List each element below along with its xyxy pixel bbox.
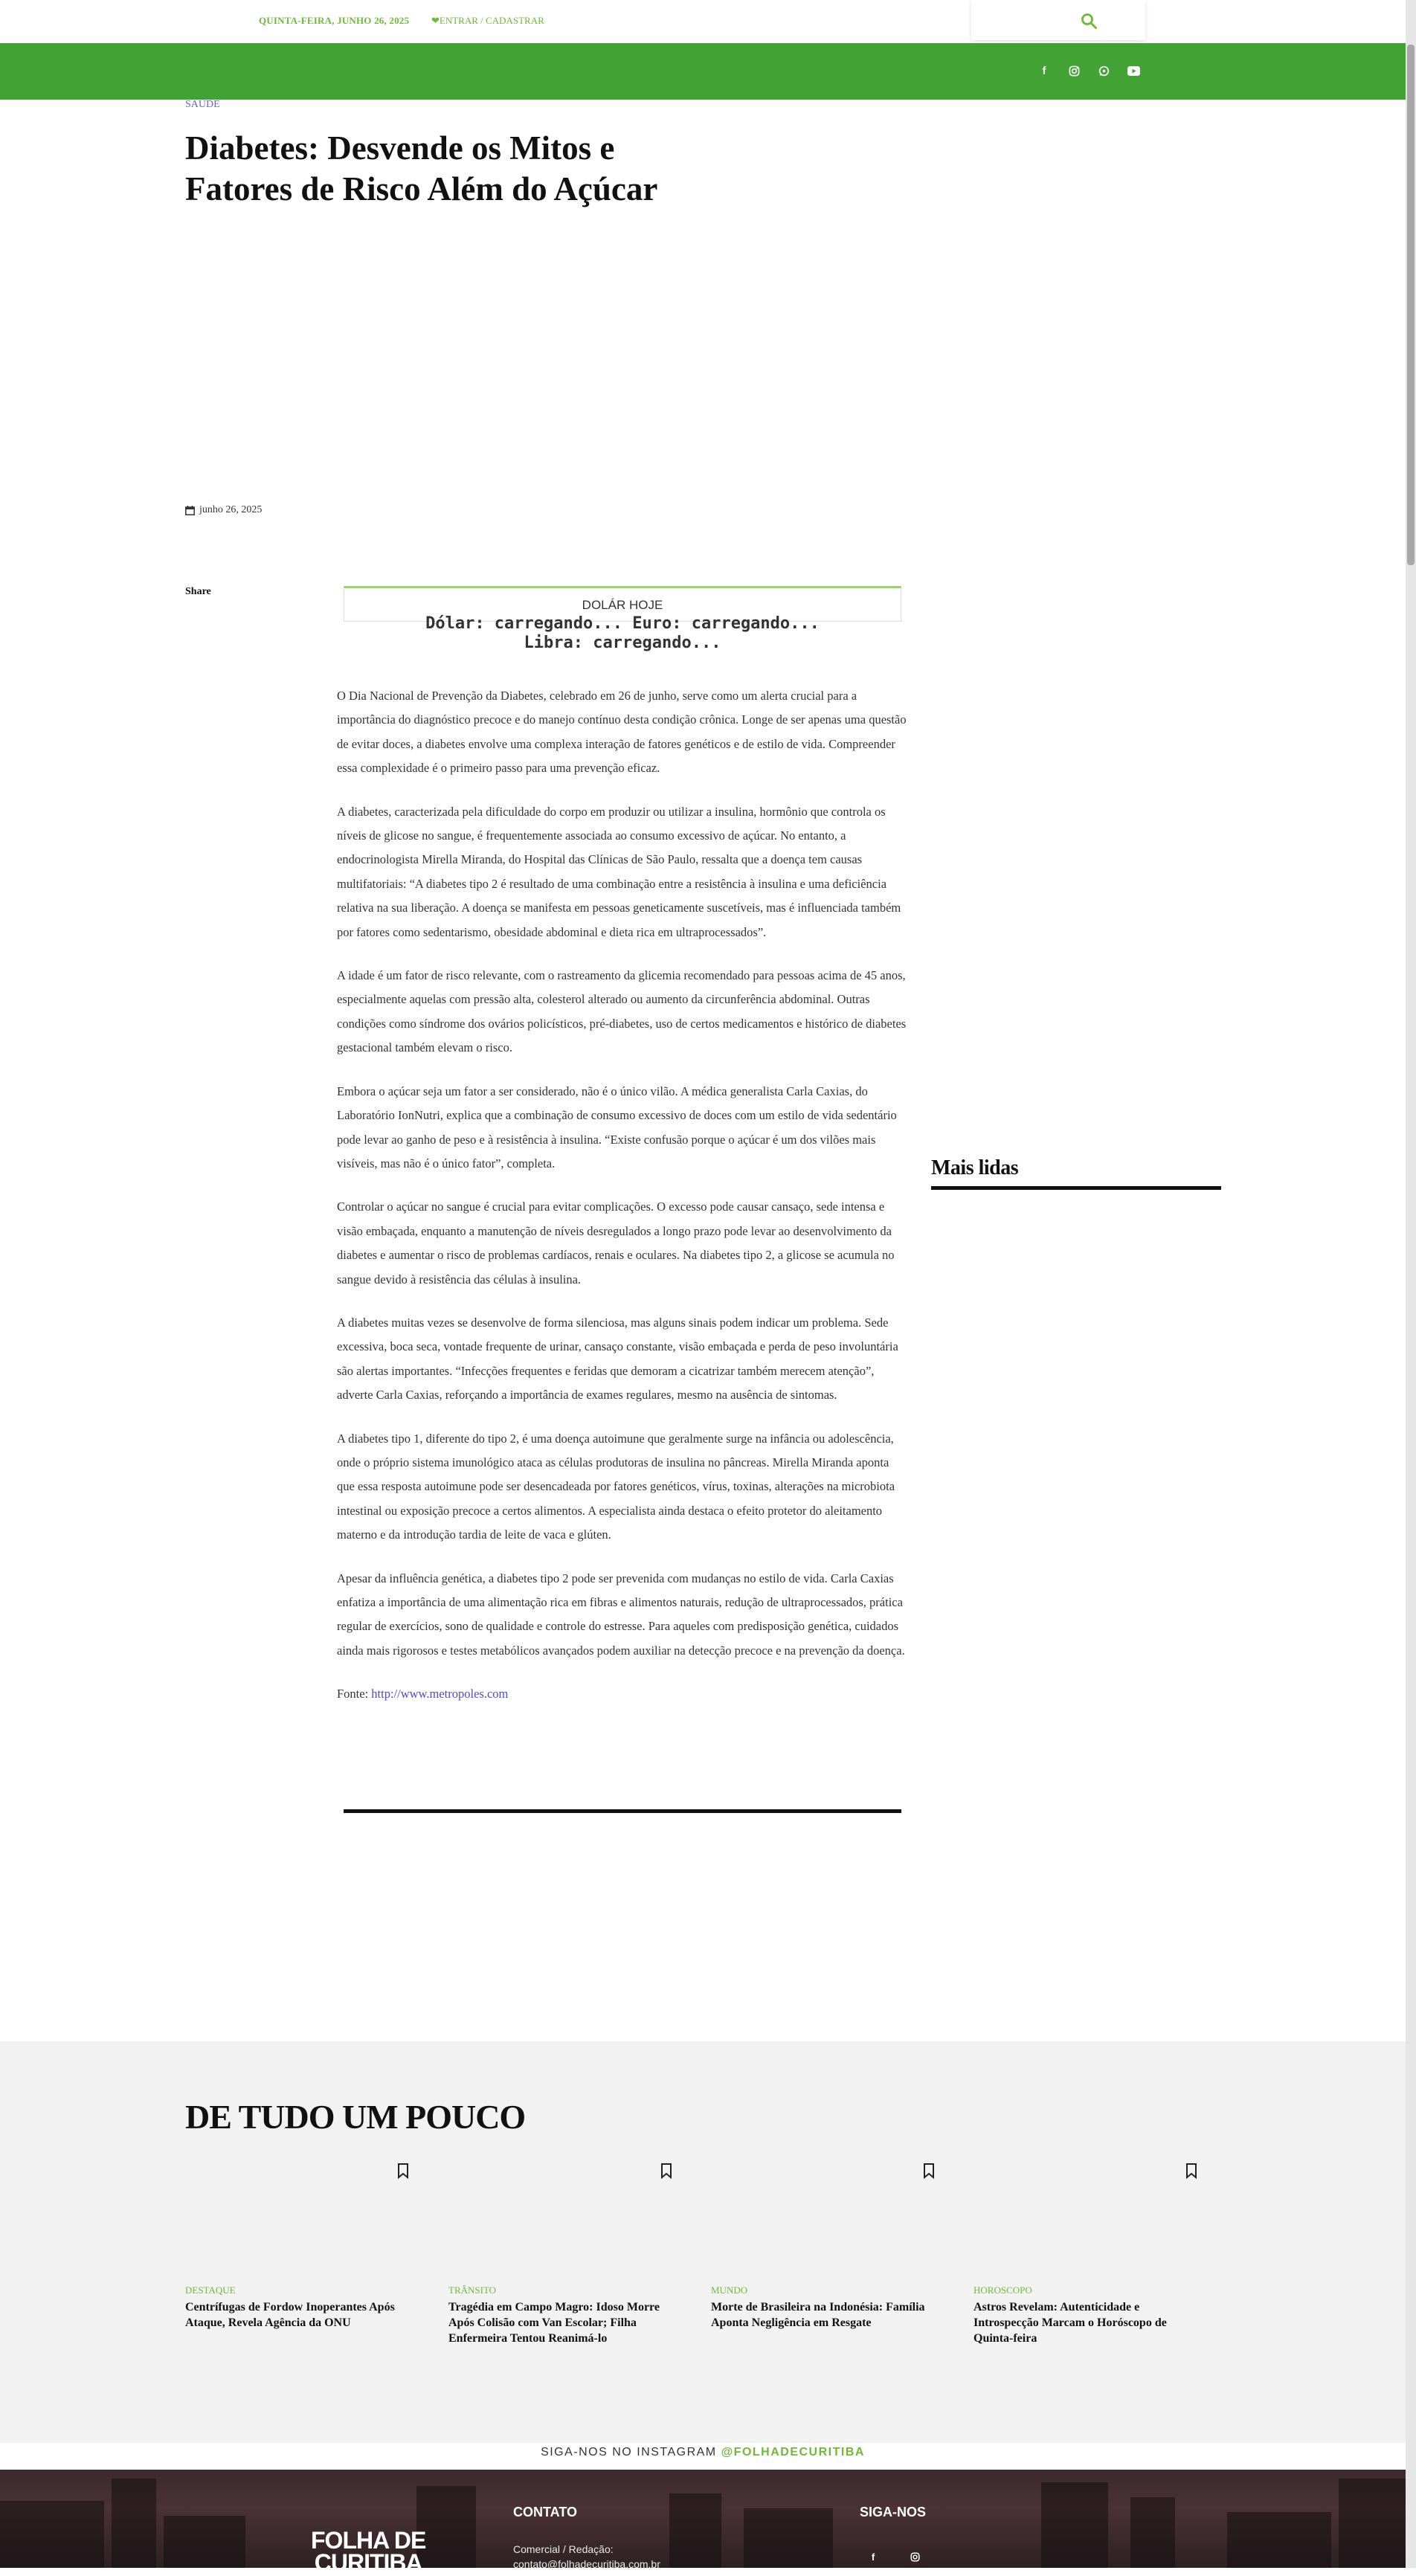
bookmark-icon[interactable] — [1185, 2163, 1198, 2179]
login-label: ENTRAR / CADASTRAR — [439, 15, 544, 26]
article-paragraph: O Dia Nacional de Prevenção da Diabetes, celebrado em 26 de junho, serve como um alerta crucial para a importância do diagnóstico precoce e do manejo contínuo desta condição crônica. Longe de ser apenas uma questão de evitar doces, a diabetes envolve uma complexa interação de fatores genéticos e de estilo de vida. Compreender essa complexidade é o primeiro passo para uma prevenção eficaz. — [337, 689, 907, 776]
news-card[interactable] — [448, 2157, 679, 2346]
instagram-strip[interactable] — [0, 2443, 1406, 2470]
article-body — [337, 684, 907, 1726]
related-section-title: DE TUDO UM POUCO — [185, 2098, 526, 2136]
most-read-divider — [931, 1186, 1221, 1190]
news-card[interactable] — [974, 2157, 1204, 2346]
footer-contact-title: CONTATO — [513, 2505, 577, 2519]
source-link[interactable]: http://www.metropoles.com — [371, 1687, 509, 1701]
main-navbar — [0, 43, 1406, 100]
card-image[interactable] — [448, 2157, 679, 2283]
login-link[interactable] — [431, 15, 544, 27]
footer-facebook-icon[interactable]: f — [871, 2551, 875, 2563]
calendar-icon — [185, 506, 195, 515]
currency-rates-line2: Libra: carregando... — [524, 634, 721, 652]
article-paragraph: Apesar da influência genética, a diabetes tipo 2 pode ser prevenida com mudanças no estilo de vida. Carla Caxias enfatiza a importância de uma alimentação rica em fibras e alimentos naturais, redução de ultraprocessados, prática regular de exercícios, sono de qualidade e controle do estresse. Para aqueles com predisposição genética, cuidados ainda mais rigorosos e testes metabólicos avançados podem auxiliar na detecção precoce e na prevenção da doença. — [337, 1571, 905, 1658]
article-end-divider — [344, 1809, 901, 1813]
footer-contact-email[interactable]: contato@folhadecuritiba.com.br — [513, 2558, 660, 2570]
footer-contact-text — [513, 2542, 660, 2572]
top-bar — [0, 0, 1406, 43]
whatsapp-icon[interactable] — [1095, 62, 1112, 79]
bookmark-icon[interactable] — [660, 2163, 673, 2179]
facebook-icon[interactable]: f — [1042, 64, 1046, 77]
instagram-handle[interactable]: @FOLHADECURITIBA — [721, 2446, 865, 2459]
news-card[interactable] — [711, 2157, 942, 2331]
heart-icon: ❤ — [431, 15, 440, 26]
card-title[interactable]: Tragédia em Campo Magro: Idoso Morre Após Colisão com Van Escolar; Filha Enfermeira Tentou Reanimá-lo — [448, 2301, 660, 2345]
article-title: Diabetes: Desvende os Mitos e Fatores de Risco Além do Açúcar — [185, 129, 658, 207]
article-category[interactable]: SAÚDE — [185, 99, 220, 110]
article-paragraph: Controlar o açúcar no sangue é crucial para evitar complicações. O excesso pode causar cansaço, sede intensa e visão embaçada, enquanto a manutenção de níveis desregulados a longo prazo pode levar ao desenvolvimento da diabetes e aumentar o risco de problemas cardíacos, renais e oculares. Na diabetes tipo 2, a glicose se acumula no sangue devido à resistência das células à insulina. — [337, 1200, 895, 1287]
publish-date — [185, 504, 262, 516]
card-image[interactable] — [711, 2157, 942, 2283]
article-paragraph: A diabetes, caracterizada pela dificuldade do corpo em produzir ou utilizar a insulina, hormônio que controla os níveis de glicose no sangue, é frequentemente associada ao consumo excessivo de açúcar. No entanto, a endocrinologista Mirella Miranda, do Hospital das Clínicas de São Paulo, ressalta que a doença tem causas multifatoriais: “A diabetes tipo 2 é resultado de uma combinação entre a resistência à insulina e uma deficiência relativa na sua liberação. A doença se manifesta em pessoas geneticamente suscetíveis, mas é influenciada também por fatores como sedentarismo, obesidade abdominal e dieta rica em ultraprocessados”. — [337, 804, 901, 939]
currency-rates-line1: Dólar: carregando... Euro: carregando... — [425, 614, 820, 633]
card-title[interactable]: Centrífugas de Fordow Inoperantes Após Ataque, Revela Agência da ONU — [185, 2301, 395, 2329]
news-card[interactable] — [185, 2157, 416, 2331]
card-image[interactable] — [185, 2157, 416, 2283]
article-paragraph: A diabetes tipo 1, diferente do tipo 2, é uma doença autoimune que geralmente surge na infância ou adolescência, onde o próprio sistema imunológico ataca as células produtoras de insulina no pâncreas. Mirella Miranda aponta que essa resposta autoimune pode ser desencadeada por fatores genéticos, vírus, toxinas, alterações na microbiota intestinal ou exposição precoce a certos alimentos. A especialista ainda destaca o efeito protetor do aleitamento materno e da introdução tardia de leite de vaca e glúten. — [337, 1431, 895, 1542]
youtube-icon[interactable] — [1125, 62, 1142, 79]
card-category[interactable]: HOROSCOPO — [974, 2284, 1032, 2296]
card-category[interactable]: MUNDO — [711, 2284, 748, 2296]
card-title[interactable]: Astros Revelam: Autenticidade e Introspecção Marcam o Horóscopo de Quinta-feira — [974, 2301, 1167, 2345]
bookmark-icon[interactable] — [396, 2163, 410, 2179]
bookmark-icon[interactable] — [922, 2163, 936, 2179]
article-paragraph: A idade é um fator de risco relevante, com o rastreamento da glicemia recomendado para pessoas acima de 45 anos, especialmente aquelas com pressão alta, colesterol alterado ou aumento da circunferência abdominal. Outras condições como síndrome dos ovários policísticos, pré-diabetes, uso de certos medicamentos e histórico de diabetes gestacional também elevam o risco. — [337, 968, 907, 1055]
footer — [0, 2470, 1406, 2568]
footer-logo-line2: CURITIBA — [314, 2549, 422, 2576]
search-icon[interactable] — [1080, 12, 1098, 30]
publish-date-text: junho 26, 2025 — [199, 504, 263, 515]
instagram-icon[interactable] — [1066, 62, 1082, 79]
card-title[interactable]: Morte de Brasileira na Indonésia: Família Aponta Negligência em Resgate — [711, 2301, 925, 2329]
source-label: Fonte: — [337, 1687, 372, 1701]
current-date: QUINTA-FEIRA, JUNHO 26, 2025 — [259, 15, 410, 26]
scrollbar-thumb[interactable] — [1407, 45, 1415, 565]
article-paragraph: A diabetes muitas vezes se desenvolve de forma silenciosa, mas alguns sinais podem indicar um problema. Sede excessiva, boca seca, vontade frequente de urinar, cansaço constante, visão embaçada e perda de peso involuntária são alertas importantes. “Infecções frequentes e feridas que demoram a cicatrizar também merecem atenção”, adverte Carla Caxias, reforçando a importância de exames regulares, mesmo na ausência de sintomas. — [337, 1315, 898, 1403]
currency-rates — [344, 614, 901, 653]
footer-instagram-icon[interactable] — [907, 2549, 922, 2564]
footer-contact-line1: Comercial / Redação: — [513, 2543, 614, 2555]
card-category[interactable]: TRÂNSITO — [448, 2284, 497, 2296]
most-read-heading: Mais lidas — [931, 1156, 1019, 1179]
instagram-strip-label: SIGA-NOS NO INSTAGRAM — [541, 2446, 721, 2459]
card-image[interactable] — [974, 2157, 1204, 2283]
currency-widget-title: DOLÁR HOJE — [344, 586, 901, 622]
article-source — [337, 1682, 907, 1706]
share-label[interactable]: Share — [185, 586, 211, 597]
footer-logo-line1: FOLHA DE — [311, 2527, 426, 2554]
footer-follow-title: SIGA-NOS — [860, 2505, 927, 2519]
card-category[interactable]: DESTAQUE — [185, 2284, 236, 2296]
article-paragraph: Embora o açúcar seja um fator a ser considerado, não é o único vilão. A médica generalista Carla Caxias, do Laboratório IonNutri, explica que a combinação de consumo excessivo de doces com um estilo de vida sedentário pode levar ao ganho de peso e à resistência à insulina. “Existe confusão porque o açúcar é um dos vilões mais visíveis, mas não é o único fator”, completa. — [337, 1083, 897, 1171]
search-box[interactable] — [971, 0, 1145, 40]
footer-logo[interactable] — [311, 2529, 425, 2574]
